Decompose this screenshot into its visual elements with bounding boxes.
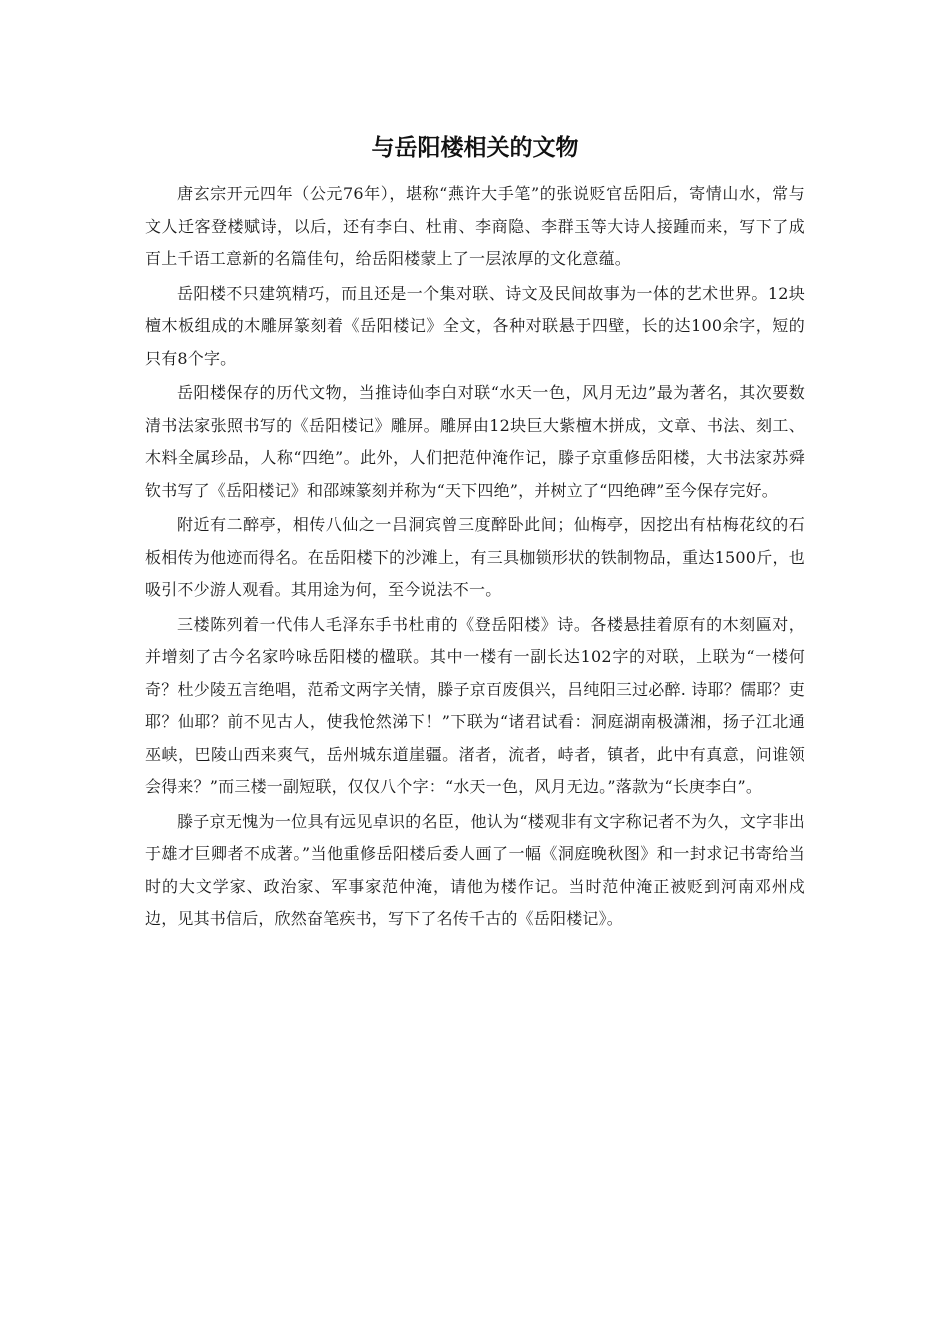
paragraph-1: 唐玄宗开元四年（公元76年），堪称“燕许大手笔”的张说贬官岳阳后，寄情山水，常与文人迁客登楼赋诗，以后，还有李白、杜甫、李商隐、李群玉等大诗人接踵而来，写下了成百上千语工意新的名篇佳句，给岳阳楼蒙上了一层浓厚的文化意蕴。 (145, 184, 805, 268)
paragraph-3: 岳阳楼保存的历代文物，当推诗仙李白对联“水天一色，风月无边”最为著名，其次要数清书法家张照书写的《岳阳楼记》雕屏。雕屏由12块巨大紫檀木拼成，文章、书法、刻工、木料全属珍品，人称“四绝”。此外，人们把范仲淹作记，滕子京重修岳阳楼，大书法家苏舜钦书写了《岳阳楼记》和邵竦篆刻并称为“天下四绝”，并树立了“四绝碑”至今保存完好。 (145, 383, 805, 500)
document-title: 与岳阳楼相关的文物 (371, 135, 579, 161)
paragraph-6: 滕子京无愧为一位具有远见卓识的名臣，他认为“楼观非有文字称记者不为久，文字非出于雄才巨卿者不成著。”当他重修岳阳楼后委人画了一幅《洞庭晚秋图》和一封求记书寄给当时的大文学家、政治家、军事家范仲淹，请他为楼作记。当时范仲淹正被贬到河南邓州戍边，见其书信后，欣然奋笔疾书，写下了名传千古的《岳阳楼记》。 (145, 811, 805, 928)
paragraph-5: 三楼陈列着一代伟人毛泽东手书杜甫的《登岳阳楼》诗。各楼悬挂着原有的木刻匾对，并增刻了古今名家吟咏岳阳楼的楹联。其中一楼有一副长达102字的对联，上联为“一楼何奇？杜少陵五言绝唱，范希文两字关情，滕子京百废俱兴，吕纯阳三过必醉. 诗耶？儒耶？吏耶？仙耶？前不见古人，使我怆然涕下！”下联为“诸君试看：洞庭湖南极潇湘，扬子江北通巫峡，巴陵山西来爽气，岳州城东道崖疆。渚者，流者，峙者，镇者，此中有真意，问谁领会得来？”而三楼一副短联，仅仅八个字：“水天一色，风月无边。”落款为“长庚李白”。 (145, 614, 805, 796)
paragraph-2: 岳阳楼不只建筑精巧，而且还是一个集对联、诗文及民间故事为一体的艺术世界。12块檀木板组成的木雕屏篆刻着《岳阳楼记》全文，各种对联悬于四壁，长的达100余字，短的只有8个字。 (145, 283, 805, 368)
paragraph-4: 附近有二醉亭，相传八仙之一吕洞宾曾三度醉卧此间；仙梅亭，因挖出有枯梅花纹的石板相传为他迹而得名。在岳阳楼下的沙滩上，有三具枷锁形状的铁制物品，重达1500斤，也吸引不少游人观看。其用途为何，至今说法不一。 (145, 515, 805, 599)
document-page (145, 128, 805, 938)
